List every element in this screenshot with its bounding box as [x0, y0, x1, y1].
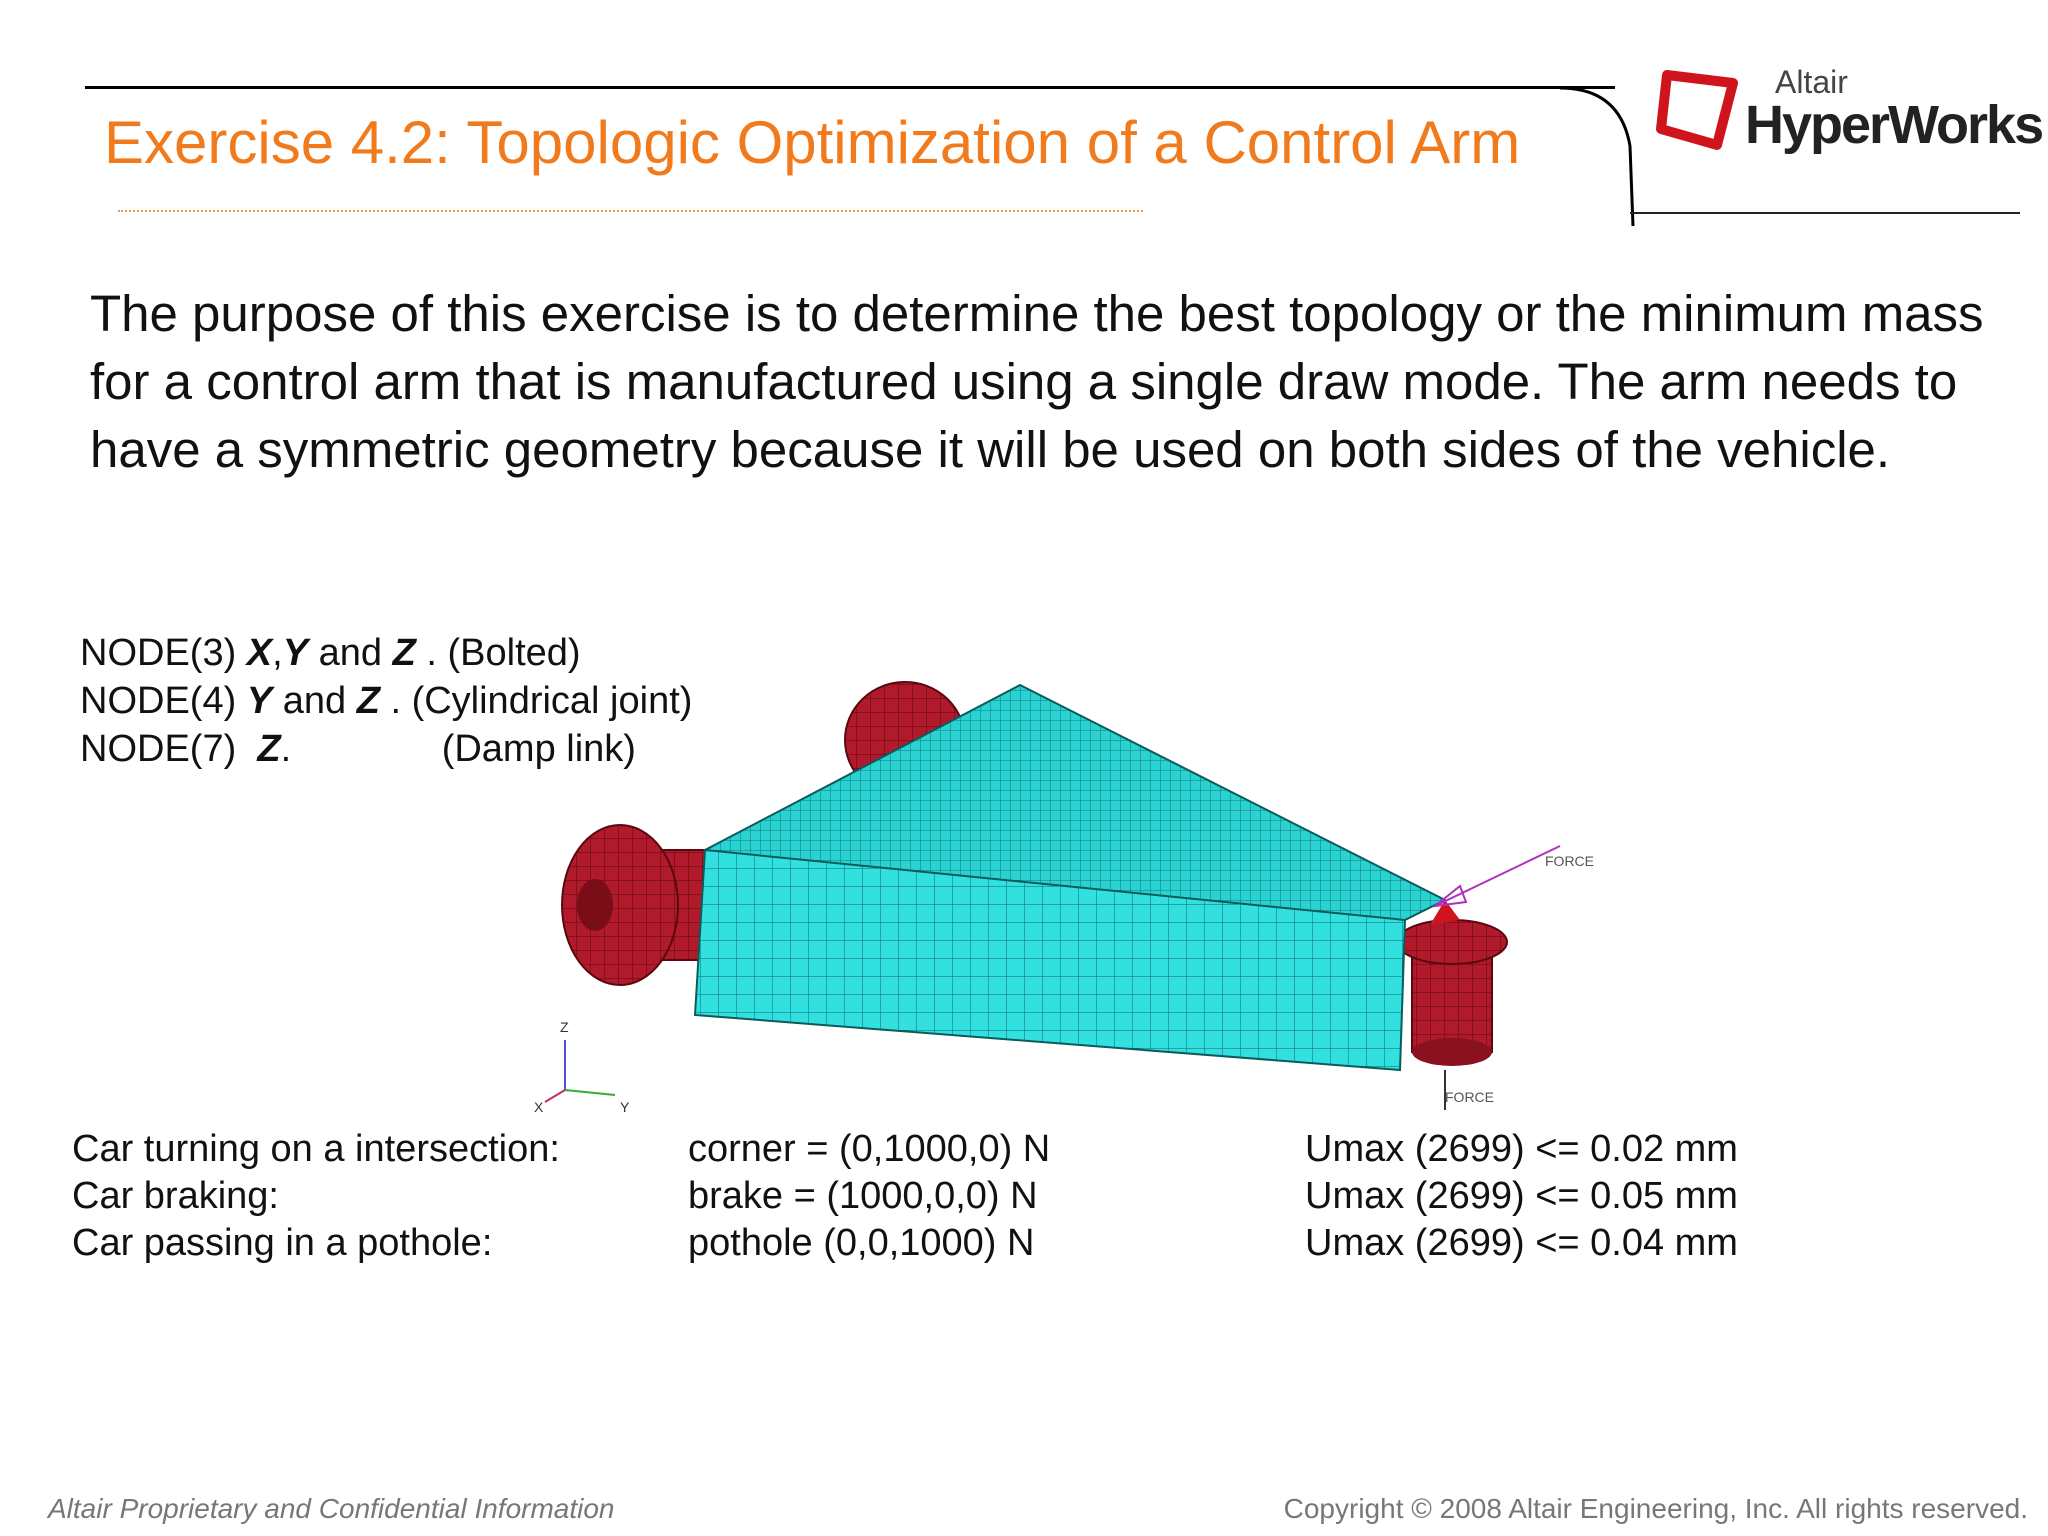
load-case-limit: Umax (2699) <= 0.04 mm — [1305, 1222, 1738, 1264]
control-arm-fe-model — [520, 670, 1620, 1120]
constraint-dof: Z — [257, 728, 281, 770]
constraint-tail: . (Cylindrical joint) — [379, 680, 693, 722]
constraint-dof: Z — [356, 680, 380, 722]
footer-copyright: Copyright © 2008 Altair Engineering, Inc. All rights reserved. — [1283, 1493, 2028, 1524]
load-case-name: Car braking: — [72, 1175, 279, 1217]
load-case-name: Car passing in a pothole: — [72, 1222, 493, 1264]
axis-y-label: Y — [620, 1099, 630, 1115]
load-case-limit: Umax (2699) <= 0.05 mm — [1305, 1175, 1738, 1217]
constraint-node: NODE(4) — [80, 680, 237, 722]
force-label-bottom: FORCE — [1445, 1089, 1494, 1105]
force-label-top: FORCE — [1545, 853, 1594, 869]
title-rule — [85, 86, 1615, 89]
constraint-dof: Z — [392, 632, 416, 674]
constraint-node: NODE(3) — [80, 632, 237, 674]
title-dotted-underline — [118, 210, 1143, 212]
slide-title: Exercise 4.2: Topologic Optimization of a Control Arm — [104, 109, 1521, 176]
constraint-note: (Damp link) — [441, 728, 636, 770]
load-case-name: Car turning on a intersection: — [72, 1128, 560, 1170]
constraint-sep: , — [272, 632, 283, 674]
title-rule-curve — [1560, 86, 1640, 226]
constraint-line — [80, 632, 581, 675]
header-bottom-rule — [1630, 212, 2020, 214]
logo-small-text: Altair — [1775, 64, 1848, 100]
axis-z-label: Z — [560, 1019, 569, 1035]
constraint-joiner: and — [272, 680, 357, 722]
hub-node-7 — [1397, 920, 1507, 1066]
constraint-tail: . — [280, 728, 292, 770]
constraint-joiner: and — [308, 632, 393, 674]
axis-triad — [534, 1019, 630, 1115]
intro-paragraph: The purpose of this exercise is to determine the best topology or the minimum mass for a control arm that is manufactured using a single draw mode. The arm needs to have a symmetric geometry because it will be used on both sides of the vehicle. — [90, 285, 1984, 478]
altair-hyperworks-logo — [1655, 62, 2043, 162]
footer-confidential: Altair Proprietary and Confidential Information — [48, 1493, 615, 1524]
load-case-limit: Umax (2699) <= 0.02 mm — [1305, 1128, 1738, 1170]
logo-big-text: HyperWorks — [1745, 95, 2043, 155]
load-case-load: corner = (0,1000,0) N — [688, 1128, 1051, 1170]
constraint-tail: . (Bolted) — [415, 632, 581, 674]
constraint-dof: X — [246, 632, 273, 674]
force-arrow-top — [1435, 846, 1560, 906]
load-case-load: brake = (1000,0,0) N — [688, 1175, 1038, 1217]
constraint-dof: Y — [246, 680, 273, 722]
constraint-node: NODE(7) — [80, 728, 237, 770]
constraint-dof: Y — [282, 632, 309, 674]
load-case-load: pothole (0,0,1000) N — [688, 1222, 1035, 1264]
logo-mark-icon — [1655, 67, 1741, 153]
axis-x-label: X — [534, 1099, 544, 1115]
